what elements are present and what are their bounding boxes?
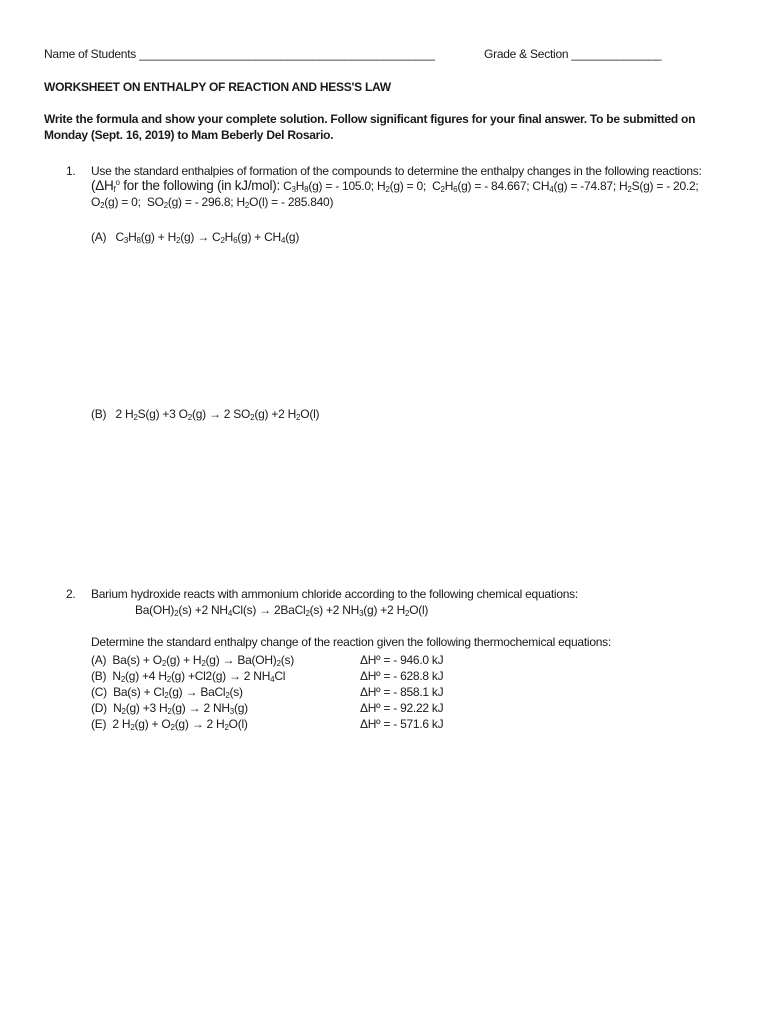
q2-eq-e-dh: ΔHº = - 571.6 kJ — [360, 717, 444, 731]
q2-main-equation: $Ba(OH)_2(s) +2$ $NH_4Cl(s)$ → 2BaCl$_2$(s) +2 $NH_3(g) +2$ $H_2O(l)$ — [135, 603, 429, 618]
instructions-line-2: Monday (Sept. 16, 2019) to Mam Beberly Del Rosario. — [44, 128, 334, 142]
grade-field — [484, 47, 661, 61]
q2-prompt: Barium hydroxide reacts with ammonium chloride according to the following chemical equations: — [91, 587, 578, 601]
q1-b-label: (B) — [91, 407, 107, 421]
grade-blank: ______________ — [571, 47, 662, 61]
q2-eq-d: (D) $N_2(g) +3$ $H_2(g) \to 2$ $NH_3(g)$ — [91, 701, 248, 716]
q1-reaction-b: (B) 2 $H_2S(g) +3$ $O_2(g) \to 2$ $SO_2(g) +2$ $H_2O(l)$ — [91, 407, 320, 422]
q2-number: 2. — [66, 587, 76, 601]
q2-eq-c-dh: ΔHº = - 858.1 kJ — [360, 685, 444, 699]
q2-eq-c: (C) $Ba(s) + Cl_2(g)$ → BaCl$_2$(s) — [91, 685, 243, 700]
q2-eq-a-dh: ΔHº = - 946.0 kJ — [360, 653, 444, 667]
q1-data-line-2: $O_2(g) = 0$; $SO_2(g)$ = - 296.8; $H_2O(l)$ = - 285.840) — [91, 195, 334, 210]
name-field — [44, 47, 435, 61]
name-blank: ______________________________________________ — [139, 47, 435, 61]
worksheet-title: WORKSHEET ON ENTHALPY OF REACTION AND HESS'S LAW — [44, 80, 391, 94]
q2-eq-b-dh: ΔHº = - 628.8 kJ — [360, 669, 444, 683]
q2-determine: Determine the standard enthalpy change of the reaction given the following thermochemical equations: — [91, 635, 611, 649]
name-label: Name of Students — [44, 47, 137, 61]
q1-data-line-1: ($\Delta H_f^o$ for the following (in kJ/mol): $C_3H_8(g)$ = - 105.0; $H_2(g) = 0$; $C_2H_6(g)$ = - 84.667; $CH_4(g) = -74.87$; $H_2S(g)$ = - 20.2; — [91, 178, 699, 194]
q2-eq-b: (B) $N_2(g) +4$ $H_2(g) +Cl2(g) \to 2$ $NH_4Cl$ — [91, 669, 286, 684]
grade-label: Grade & Section — [484, 47, 569, 61]
q1-reaction-a: (A) $C_3H_8(g) + H_2(g) \to C_2H_6(g) + CH_4(g)$ — [91, 230, 300, 245]
q2-eq-d-dh: ΔHº = - 92.22 kJ — [360, 701, 444, 715]
q2-eq-e: (E) 2 $H_2(g) + O_2(g) \to 2$ $H_2O(l)$ — [91, 717, 248, 732]
q1-a-label: (A) — [91, 230, 107, 244]
q1-prompt: Use the standard enthalpies of formation of the compounds to determine the enthalpy changes in the following reactions: — [91, 164, 702, 178]
q1-data-intro: for the following (in kJ/mol): — [123, 178, 281, 193]
q1-number: 1. — [66, 164, 76, 178]
instructions-line-1: Write the formula and show your complete solution. Follow significant figures for your final answer. To be submitted on — [44, 112, 696, 126]
q2-eq-a: (A) $Ba(s) + O_2(g) + H_2(g) \to Ba(OH)_2(s)$ — [91, 653, 294, 668]
